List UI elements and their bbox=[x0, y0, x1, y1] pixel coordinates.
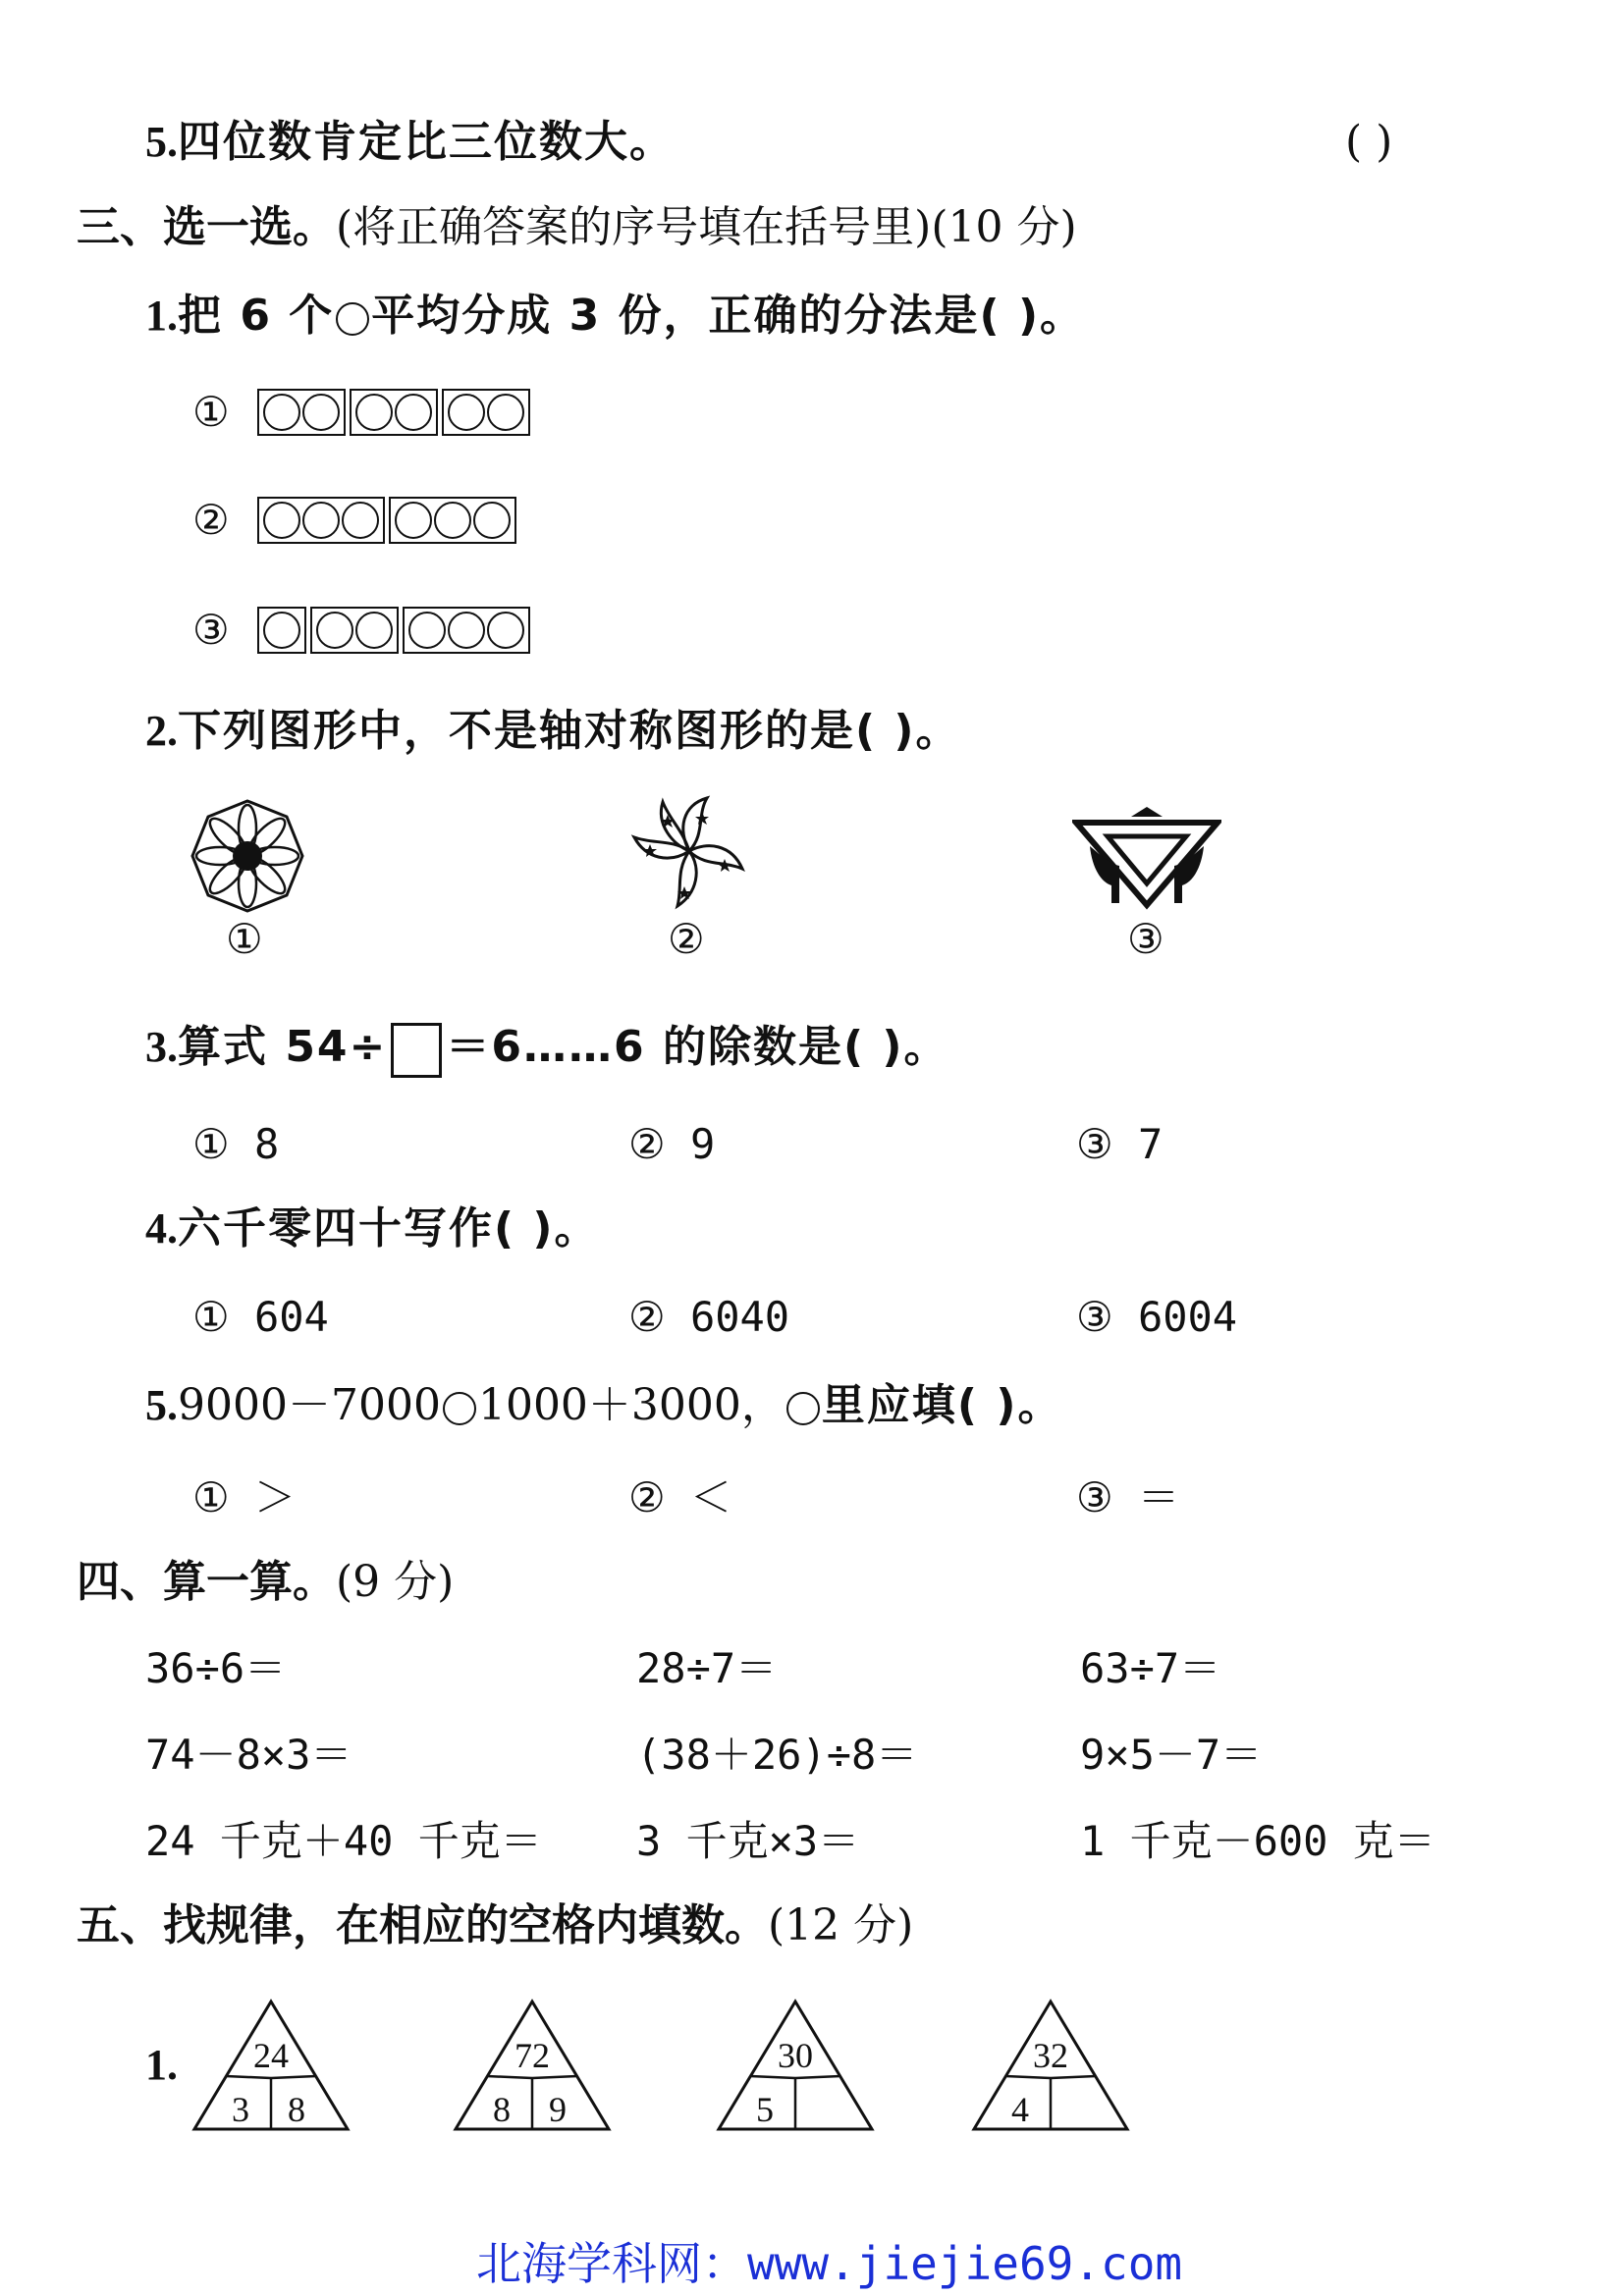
calc-item[interactable]: 1 千克－600 克＝ bbox=[1080, 1817, 1435, 1865]
circle-icon bbox=[355, 612, 393, 649]
calc-item[interactable]: 24 千克＋40 千克＝ bbox=[145, 1817, 542, 1865]
figure-3-caption[interactable]: ③ bbox=[1127, 915, 1164, 963]
question-5: 5.9000－7000 1000＋3000， 里应填( )。 bbox=[145, 1380, 1063, 1430]
circle-icon bbox=[263, 394, 300, 431]
triangle-left-value: 3 bbox=[232, 2090, 249, 2129]
figure-2-caption[interactable]: ② bbox=[668, 915, 705, 963]
calc-item[interactable]: 36÷6＝ bbox=[145, 1644, 287, 1692]
q5-option-1[interactable]: ① ＞ bbox=[192, 1473, 296, 1522]
circle-icon bbox=[342, 502, 379, 539]
s5-question-1-number: 1. bbox=[145, 2041, 178, 2089]
group-box bbox=[257, 389, 346, 436]
group-box bbox=[442, 389, 530, 436]
circle-icon bbox=[316, 612, 353, 649]
q4-option-3[interactable]: ③ 6004 bbox=[1076, 1293, 1238, 1341]
q5-option-3[interactable]: ③ ＝ bbox=[1076, 1473, 1179, 1522]
judge-question-5: 5.四位数肯定比三位数大。 bbox=[145, 117, 675, 167]
option-3-grouping bbox=[257, 604, 534, 657]
calc-item[interactable]: 3 千克×3＝ bbox=[636, 1817, 860, 1865]
footer-url[interactable]: www.jiejie69.com bbox=[747, 2237, 1183, 2290]
octagon-flower-figure[interactable] bbox=[189, 797, 306, 915]
number-triangle bbox=[452, 1998, 613, 2135]
circle-icon bbox=[355, 394, 393, 431]
q4-option-2[interactable]: ② 6040 bbox=[628, 1293, 790, 1341]
option-2-label[interactable]: ② bbox=[192, 496, 230, 544]
option-3-label[interactable]: ③ bbox=[192, 606, 230, 654]
group-box bbox=[350, 389, 438, 436]
question-2: 2.下列图形中，不是轴对称图形的是( )。 bbox=[145, 706, 961, 756]
circle-icon bbox=[448, 394, 485, 431]
calc-item[interactable]: 9×5－7＝ bbox=[1080, 1731, 1263, 1779]
circle-icon bbox=[786, 1392, 820, 1425]
circle-icon bbox=[448, 612, 485, 649]
circle-icon bbox=[487, 394, 524, 431]
group-box bbox=[389, 497, 516, 544]
blank-box[interactable] bbox=[391, 1023, 442, 1078]
bauhinia-flower-figure[interactable] bbox=[628, 790, 751, 918]
calc-item[interactable]: 63÷7＝ bbox=[1080, 1644, 1221, 1692]
circle-icon bbox=[395, 502, 432, 539]
option-1-label[interactable]: ① bbox=[192, 388, 230, 436]
calc-item[interactable]: 74－8×3＝ bbox=[145, 1731, 352, 1779]
triangle-top-value: 32 bbox=[1033, 2036, 1068, 2075]
triangle-left-value: 5 bbox=[756, 2090, 774, 2129]
circle-icon[interactable] bbox=[443, 1392, 476, 1425]
q3-option-1[interactable]: ① 8 bbox=[192, 1120, 280, 1168]
circle-icon bbox=[434, 502, 471, 539]
circle-icon bbox=[263, 502, 300, 539]
circle-icon bbox=[487, 612, 524, 649]
question-1: 1.把 6 个 平均分成 3 份，正确的分法是( )。 bbox=[145, 291, 1086, 341]
triangle-left-value: 8 bbox=[493, 2090, 511, 2129]
circle-icon bbox=[336, 302, 369, 336]
circle-icon bbox=[408, 612, 446, 649]
section-5-title: 五、找规律，在相应的空格内填数。(12 分) bbox=[77, 1900, 914, 1950]
group-box bbox=[257, 497, 385, 544]
q3-option-3[interactable]: ③ 7 bbox=[1076, 1120, 1164, 1168]
triangle-left-value: 4 bbox=[1011, 2090, 1029, 2129]
triangle-top-value: 30 bbox=[778, 2036, 813, 2075]
q5-option-2[interactable]: ② ＜ bbox=[628, 1473, 731, 1522]
triangle-top-value: 72 bbox=[514, 2036, 550, 2075]
section-3-title: 三、选一选。(将正确答案的序号填在括号里)(10 分) bbox=[77, 202, 1077, 252]
circle-icon bbox=[263, 612, 300, 649]
question-4: 4.六千零四十写作( )。 bbox=[145, 1203, 600, 1254]
answer-paren[interactable]: ( ) bbox=[1345, 117, 1393, 167]
footer-site-name: 北海学科网： bbox=[476, 2237, 747, 2290]
figure-1-caption[interactable]: ① bbox=[226, 915, 263, 963]
option-1-grouping bbox=[257, 386, 534, 439]
circle-icon bbox=[473, 502, 511, 539]
triangle-top-value: 24 bbox=[253, 2036, 289, 2075]
calc-item[interactable]: 28÷7＝ bbox=[636, 1644, 778, 1692]
triangle-right-value: 8 bbox=[288, 2090, 305, 2129]
circle-icon bbox=[395, 394, 432, 431]
group-box bbox=[310, 607, 399, 654]
q4-option-1[interactable]: ① 604 bbox=[192, 1293, 329, 1341]
calc-item[interactable]: (38＋26)÷8＝ bbox=[636, 1731, 918, 1779]
circle-icon bbox=[302, 502, 340, 539]
option-2-grouping bbox=[257, 494, 520, 547]
inverted-triangle-figure[interactable] bbox=[1072, 807, 1221, 915]
number-triangle bbox=[190, 1998, 352, 2135]
question-3: 3.算式 54÷ ＝6……6 的除数是( )。 bbox=[145, 1021, 949, 1078]
section-4-title: 四、算一算。(9 分) bbox=[77, 1557, 455, 1607]
footer-watermark bbox=[476, 2228, 1182, 2293]
triangle-right-value: 9 bbox=[549, 2090, 567, 2129]
group-box bbox=[403, 607, 530, 654]
circle-icon bbox=[302, 394, 340, 431]
number-triangle bbox=[715, 1998, 876, 2135]
group-box bbox=[257, 607, 306, 654]
number-triangle bbox=[970, 1998, 1131, 2135]
q3-option-2[interactable]: ② 9 bbox=[628, 1120, 716, 1168]
